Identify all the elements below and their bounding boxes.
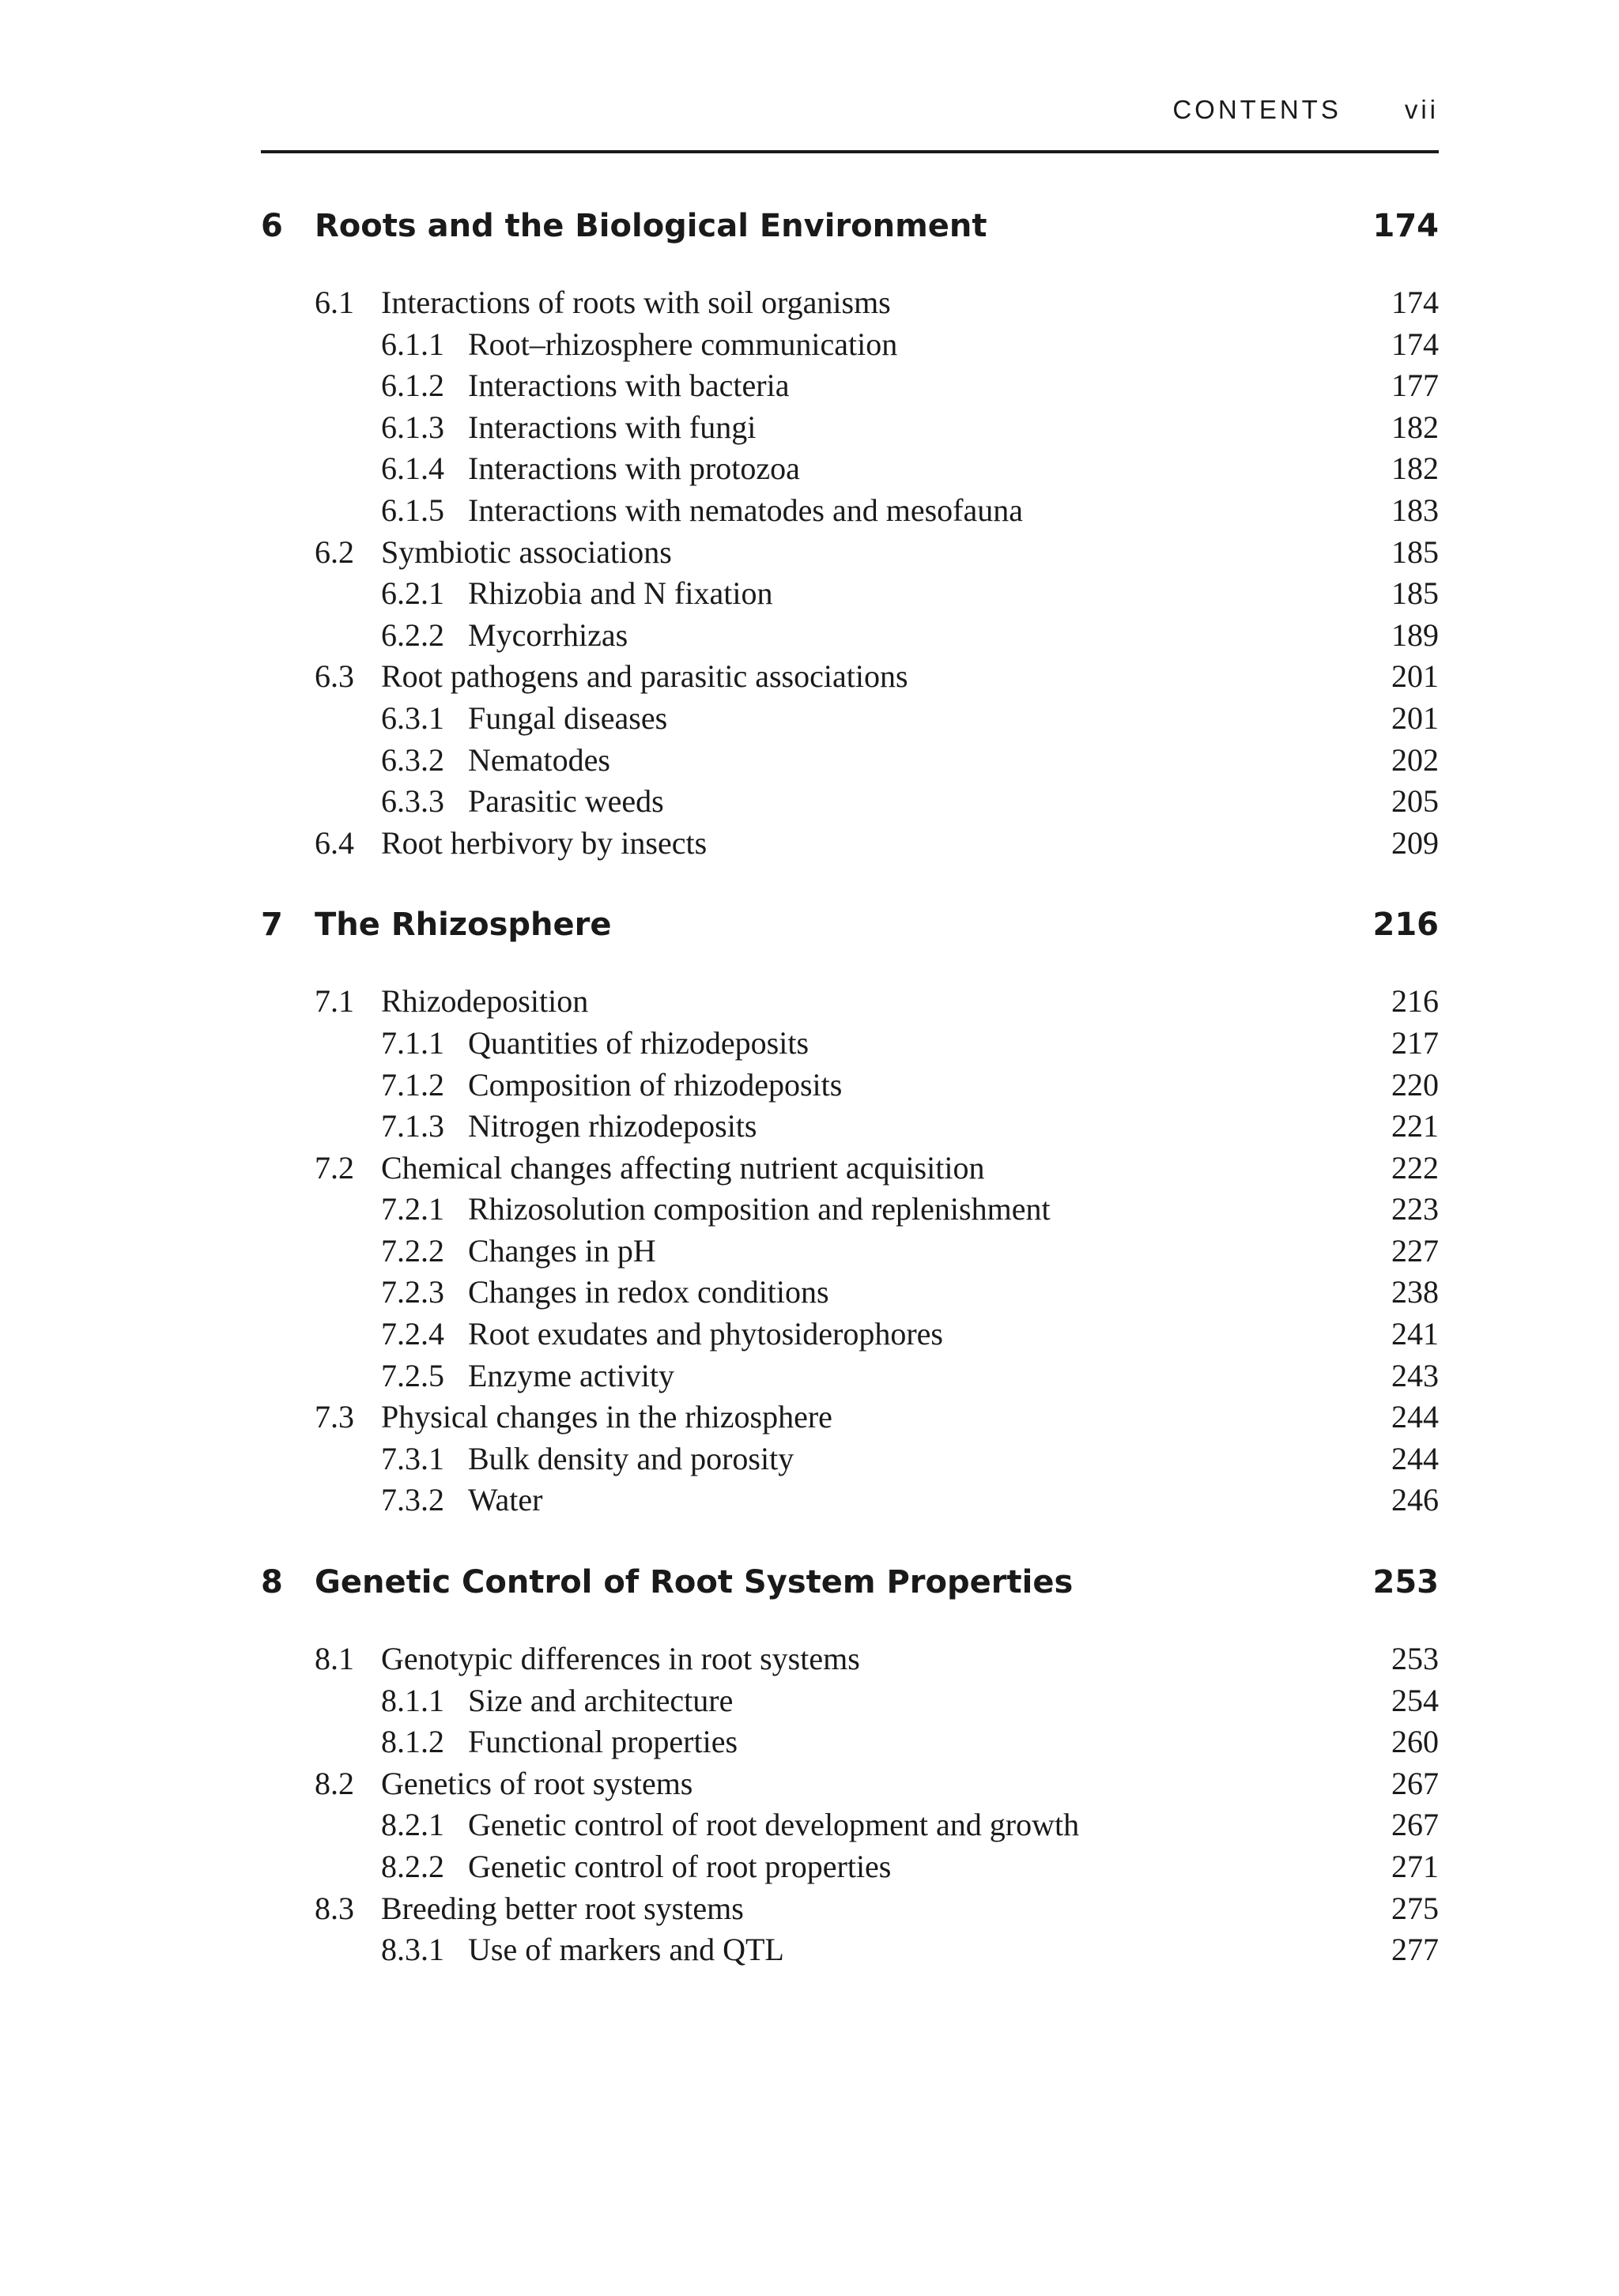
toc-subsection-entry[interactable] bbox=[261, 1106, 1439, 1148]
toc-subsection-entry[interactable] bbox=[261, 1680, 1439, 1722]
entry-number: 6.1.5 bbox=[381, 492, 444, 528]
toc-section-entry[interactable] bbox=[261, 656, 1439, 698]
toc-subsection-entry[interactable] bbox=[261, 1929, 1439, 1971]
chapter-title: Genetic Control of Root System Properties bbox=[315, 1564, 1074, 1601]
entry-page-number: 189 bbox=[1391, 616, 1439, 653]
header-label: CONTENTS bbox=[1172, 95, 1342, 124]
entry-page-number: 244 bbox=[1391, 1399, 1439, 1435]
entry-page-number: 267 bbox=[1391, 1765, 1439, 1801]
entry-number: 7.3.1 bbox=[381, 1440, 444, 1476]
entry-number: 7.3 bbox=[315, 1399, 354, 1435]
entry-page-number: 216 bbox=[1391, 983, 1439, 1020]
entry-page-number: 217 bbox=[1391, 1024, 1439, 1061]
entry-page-number: 221 bbox=[1391, 1108, 1439, 1144]
toc-subsection-entry[interactable] bbox=[261, 1846, 1439, 1888]
entry-title: Symbiotic associations bbox=[381, 533, 672, 570]
entry-title: Fungal diseases bbox=[468, 699, 668, 736]
entry-title: Nematodes bbox=[468, 741, 610, 778]
entry-page-number: 238 bbox=[1391, 1274, 1439, 1310]
entry-page-number: 267 bbox=[1391, 1807, 1439, 1843]
entry-page-number: 174 bbox=[1391, 285, 1439, 320]
entry-page-number: 177 bbox=[1391, 368, 1439, 404]
toc-subsection-entry[interactable] bbox=[261, 365, 1439, 407]
entry-page-number: 205 bbox=[1391, 783, 1439, 820]
entry-title: Rhizodeposition bbox=[381, 983, 589, 1020]
chapter-title: Roots and the Biological Environment bbox=[315, 208, 987, 244]
toc-section-entry[interactable] bbox=[261, 823, 1439, 865]
entry-page-number: 220 bbox=[1391, 1066, 1439, 1103]
chapter-page-number: 216 bbox=[1372, 907, 1439, 944]
running-header bbox=[261, 79, 1439, 153]
toc-subsection-entry[interactable] bbox=[261, 698, 1439, 740]
entry-number: 7.1.2 bbox=[381, 1066, 444, 1103]
entry-title: Chemical changes affecting nutrient acquisition bbox=[381, 1149, 985, 1186]
entry-title: Interactions with fungi bbox=[468, 409, 757, 445]
toc-subsection-entry[interactable] bbox=[261, 1355, 1439, 1397]
toc-subsection-entry[interactable] bbox=[261, 781, 1439, 823]
entry-number: 7.3.2 bbox=[381, 1482, 444, 1518]
table-of-contents bbox=[261, 202, 1439, 2008]
entry-number: 6.1.1 bbox=[381, 326, 444, 362]
chapter-number: 8 bbox=[261, 1564, 283, 1601]
entry-number: 8.1 bbox=[315, 1641, 354, 1677]
toc-subsection-entry[interactable] bbox=[261, 1314, 1439, 1355]
chapter-number: 6 bbox=[261, 208, 283, 244]
toc-subsection-entry[interactable] bbox=[261, 1189, 1439, 1231]
entry-title: Size and architecture bbox=[468, 1682, 734, 1718]
entry-title: Rhizosolution composition and replenishment bbox=[468, 1191, 1051, 1227]
entry-number: 7.1.1 bbox=[381, 1024, 444, 1061]
entry-title: Changes in redox conditions bbox=[468, 1274, 829, 1310]
entry-title: Root pathogens and parasitic associations bbox=[381, 658, 908, 695]
chapter-title: The Rhizosphere bbox=[315, 907, 612, 944]
entry-number: 8.2.2 bbox=[381, 1849, 444, 1884]
chapter-block bbox=[261, 202, 1439, 864]
entry-number: 6.3.1 bbox=[381, 699, 444, 736]
entry-title: Genetics of root systems bbox=[381, 1765, 693, 1801]
entry-title: Composition of rhizodeposits bbox=[468, 1066, 843, 1103]
toc-subsection-entry[interactable] bbox=[261, 573, 1439, 615]
entry-page-number: 260 bbox=[1391, 1724, 1439, 1760]
entry-number: 7.2.4 bbox=[381, 1316, 444, 1352]
toc-subsection-entry[interactable] bbox=[261, 615, 1439, 657]
chapter-heading[interactable] bbox=[261, 202, 1439, 251]
header-page-number: vii bbox=[1404, 95, 1439, 124]
toc-section-entry[interactable] bbox=[261, 1763, 1439, 1805]
entry-number: 7.1.3 bbox=[381, 1108, 444, 1144]
entry-page-number: 223 bbox=[1391, 1191, 1439, 1227]
chapter-heading[interactable] bbox=[261, 900, 1439, 949]
entry-page-number: 277 bbox=[1391, 1932, 1439, 1968]
toc-section-entry[interactable] bbox=[261, 532, 1439, 574]
entry-page-number: 253 bbox=[1391, 1641, 1439, 1677]
entry-title: Use of markers and QTL bbox=[468, 1932, 784, 1968]
entry-title: Nitrogen rhizodeposits bbox=[468, 1108, 757, 1144]
entry-title: Bulk density and porosity bbox=[468, 1440, 794, 1476]
entry-page-number: 246 bbox=[1391, 1482, 1439, 1518]
entry-title: Mycorrhizas bbox=[468, 616, 628, 653]
entry-page-number: 185 bbox=[1391, 533, 1439, 570]
entry-title: Genotypic differences in root systems bbox=[381, 1641, 860, 1677]
toc-section-entry[interactable] bbox=[261, 1888, 1439, 1930]
entry-number: 8.1.1 bbox=[381, 1682, 444, 1718]
entry-page-number: 227 bbox=[1391, 1232, 1439, 1269]
entry-number: 6.1.4 bbox=[381, 451, 444, 487]
chapter-block bbox=[261, 900, 1439, 1521]
toc-subsection-entry[interactable] bbox=[261, 1438, 1439, 1480]
entry-page-number: 185 bbox=[1391, 575, 1439, 612]
entry-title: Changes in pH bbox=[468, 1232, 656, 1269]
entry-title: Interactions with nematodes and mesofauna bbox=[468, 492, 1023, 528]
toc-subsection-entry[interactable] bbox=[261, 1804, 1439, 1846]
toc-subsection-entry[interactable] bbox=[261, 1065, 1439, 1107]
entry-page-number: 275 bbox=[1391, 1890, 1439, 1926]
toc-section-entry[interactable] bbox=[261, 282, 1439, 324]
entry-number: 8.1.2 bbox=[381, 1724, 444, 1760]
entry-number: 8.2.1 bbox=[381, 1807, 444, 1843]
toc-section-entry[interactable] bbox=[261, 981, 1439, 1023]
entry-title: Physical changes in the rhizosphere bbox=[381, 1399, 832, 1435]
entry-number: 7.2.1 bbox=[381, 1191, 444, 1227]
entry-number: 8.3.1 bbox=[381, 1932, 444, 1968]
entry-title: Root herbivory by insects bbox=[381, 824, 708, 861]
chapter-page-number: 174 bbox=[1372, 208, 1439, 244]
entry-page-number: 243 bbox=[1391, 1357, 1439, 1393]
entry-page-number: 241 bbox=[1391, 1316, 1439, 1352]
toc-subsection-entry[interactable] bbox=[261, 407, 1439, 449]
entry-number: 6.4 bbox=[315, 824, 354, 861]
entry-number: 8.2 bbox=[315, 1765, 354, 1801]
toc-section-entry[interactable] bbox=[261, 1397, 1439, 1438]
entry-title: Root exudates and phytosiderophores bbox=[468, 1316, 943, 1352]
entry-number: 6.3.3 bbox=[381, 783, 444, 820]
entry-title: Rhizobia and N fixation bbox=[468, 575, 773, 612]
entry-page-number: 182 bbox=[1391, 409, 1439, 445]
chapter-block bbox=[261, 1558, 1439, 1971]
chapter-heading[interactable] bbox=[261, 1558, 1439, 1607]
entry-number: 6.2.2 bbox=[381, 616, 444, 653]
entry-number: 6.1.3 bbox=[381, 409, 444, 445]
entry-page-number: 209 bbox=[1391, 824, 1439, 861]
entry-title: Functional properties bbox=[468, 1724, 738, 1760]
toc-subsection-entry[interactable] bbox=[261, 1480, 1439, 1521]
entry-number: 8.3 bbox=[315, 1890, 354, 1926]
entry-page-number: 222 bbox=[1391, 1149, 1439, 1186]
toc-subsection-entry[interactable] bbox=[261, 1721, 1439, 1763]
entry-number: 6.3.2 bbox=[381, 741, 444, 778]
toc-subsection-entry[interactable] bbox=[261, 1023, 1439, 1065]
chapter-page-number: 253 bbox=[1372, 1564, 1439, 1601]
entry-page-number: 244 bbox=[1391, 1440, 1439, 1476]
entry-title: Interactions of roots with soil organisms bbox=[381, 285, 891, 320]
entry-page-number: 254 bbox=[1391, 1682, 1439, 1718]
running-header-text bbox=[1172, 95, 1439, 125]
entry-title: Root–rhizosphere communication bbox=[468, 326, 898, 362]
entry-number: 7.1 bbox=[315, 983, 354, 1020]
toc-section-entry[interactable] bbox=[261, 1148, 1439, 1189]
entry-number: 6.2 bbox=[315, 533, 354, 570]
toc-subsection-entry[interactable] bbox=[261, 448, 1439, 490]
entry-title: Parasitic weeds bbox=[468, 783, 664, 820]
entry-title: Water bbox=[468, 1482, 543, 1518]
entry-title: Quantities of rhizodeposits bbox=[468, 1024, 810, 1061]
entry-number: 6.1 bbox=[315, 285, 354, 320]
entry-title: Genetic control of root development and growth bbox=[468, 1807, 1080, 1843]
entry-title: Breeding better root systems bbox=[381, 1890, 744, 1926]
chapter-number: 7 bbox=[261, 907, 283, 944]
entry-title: Interactions with protozoa bbox=[468, 451, 800, 487]
entry-page-number: 182 bbox=[1391, 451, 1439, 487]
entry-number: 6.3 bbox=[315, 658, 354, 695]
entry-title: Enzyme activity bbox=[468, 1357, 675, 1393]
entry-page-number: 174 bbox=[1391, 326, 1439, 362]
entry-number: 7.2.2 bbox=[381, 1232, 444, 1269]
entry-page-number: 183 bbox=[1391, 492, 1439, 528]
toc-subsection-entry[interactable] bbox=[261, 1231, 1439, 1272]
entry-page-number: 201 bbox=[1391, 658, 1439, 695]
toc-subsection-entry[interactable] bbox=[261, 324, 1439, 366]
entry-page-number: 271 bbox=[1391, 1849, 1439, 1884]
entry-page-number: 201 bbox=[1391, 699, 1439, 736]
toc-subsection-entry[interactable] bbox=[261, 1272, 1439, 1314]
entry-number: 7.2.3 bbox=[381, 1274, 444, 1310]
entry-title: Genetic control of root properties bbox=[468, 1849, 892, 1884]
entry-number: 7.2 bbox=[315, 1149, 354, 1186]
entry-title: Interactions with bacteria bbox=[468, 368, 790, 404]
entry-number: 7.2.5 bbox=[381, 1357, 444, 1393]
toc-section-entry[interactable] bbox=[261, 1638, 1439, 1680]
entry-number: 6.2.1 bbox=[381, 575, 444, 612]
entry-page-number: 202 bbox=[1391, 741, 1439, 778]
entry-number: 6.1.2 bbox=[381, 368, 444, 404]
toc-subsection-entry[interactable] bbox=[261, 490, 1439, 532]
toc-subsection-entry[interactable] bbox=[261, 740, 1439, 782]
